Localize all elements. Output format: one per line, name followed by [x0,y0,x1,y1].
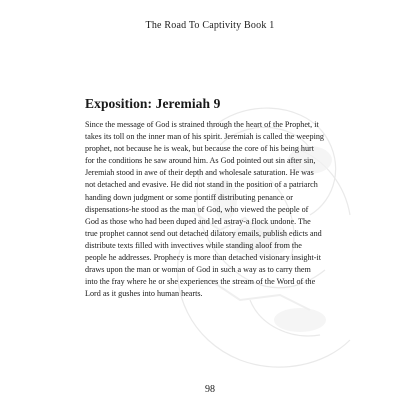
body-line: takes its toll on the inner man of his spirit. Jeremiah is called the weeping [85,132,324,142]
body-line: people he addresses. Prophecy is more than detached visionary insight-it [85,253,322,263]
body-line: into the fray where he or she experiences the stream of the Word of the [85,277,316,287]
section-heading: Exposition: Jeremiah 9 [85,96,221,111]
body-line: not detached and evasive. He did not stand in the position of a patriarch [85,180,318,190]
body-line: God as those who had been duped and led astray-a flock undone. The [85,216,311,226]
body-paragraph [85,119,337,300]
body-line: true prophet cannot send out detached dilatory emails, publish edicts and [85,228,322,238]
body-line: Lord as it gushes into human hearts. [85,289,203,299]
page-number: 98 [205,384,215,395]
body-line: distribute texts filled with invectives while standing aloof from the [85,240,302,250]
body-line: Since the message of God is strained through the heart of the Prophet, it [85,120,319,129]
body-line: handing down judgment or some pontiff distributing penance or [85,192,293,202]
body-line: draws upon the man or woman of God in such a way as to carry them [85,265,311,275]
body-line: prophet, not because he is weak, but because the core of his being hurt [85,144,315,154]
body-line: dispensations-he stood as the man of God, who viewed the people of [85,204,309,214]
body-line: Jeremiah stood in awe of their depth and wholesale saturation. He was [85,168,314,178]
body-line: for the conditions he saw around him. As God pointed out sin after sin, [85,156,316,166]
running-head: The Road To Captivity Book 1 [145,20,275,31]
